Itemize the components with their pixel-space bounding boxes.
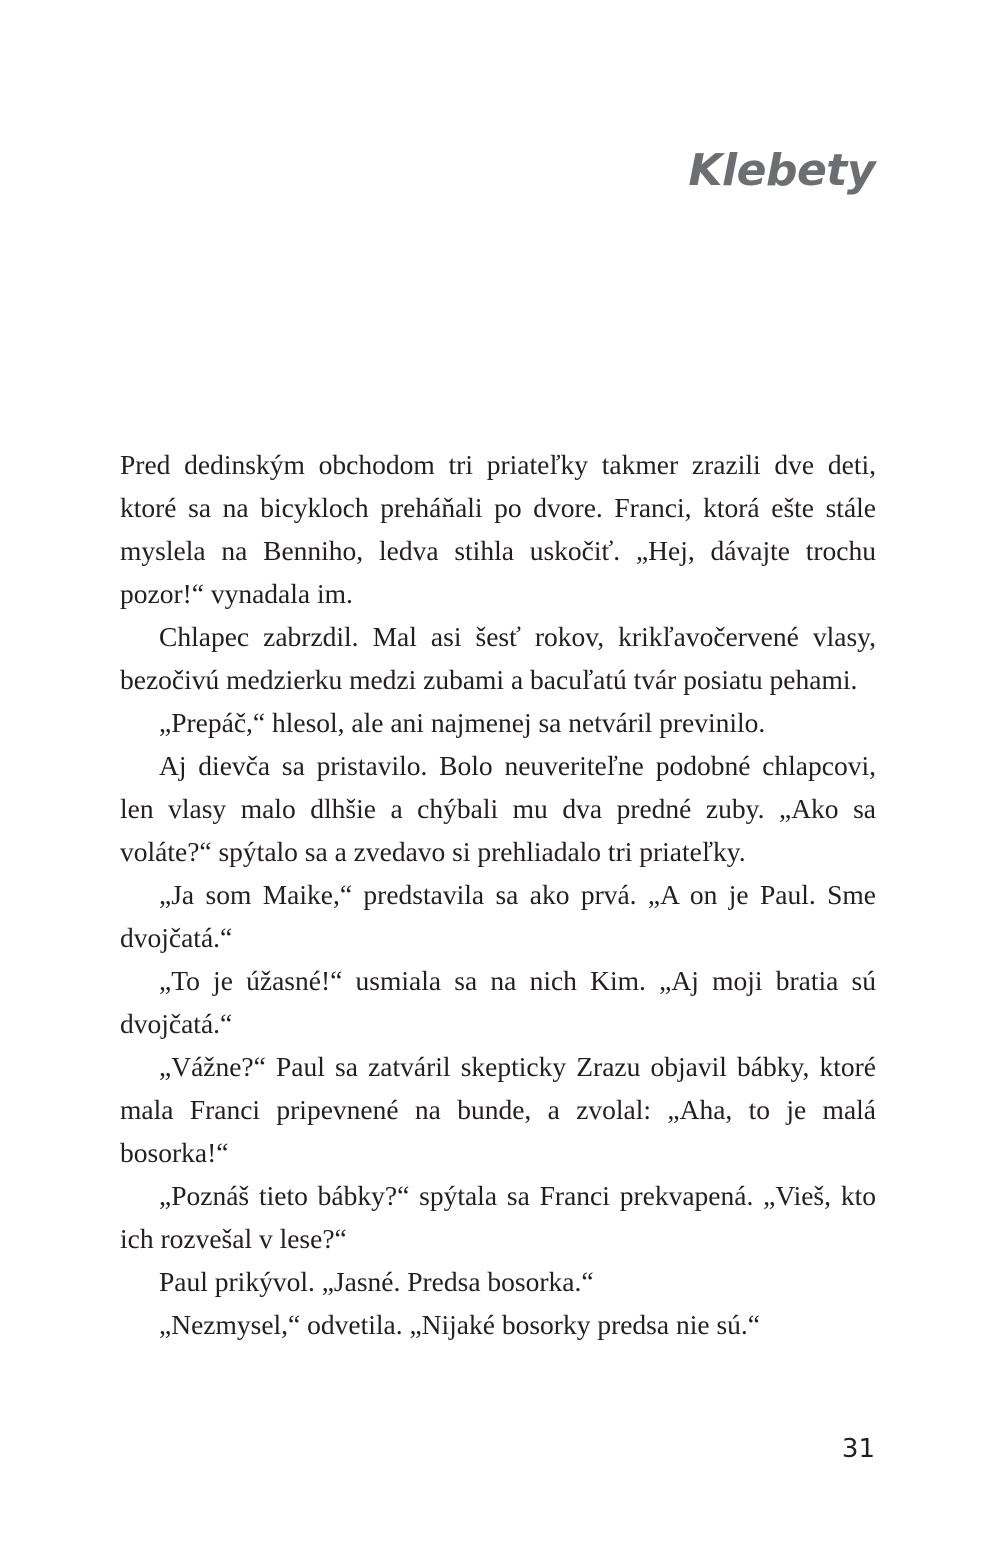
paragraph: Paul prikývol. „Jasné. Predsa bosorka.“: [159, 1266, 594, 1297]
paragraph: „Vážne?“ Paul sa zatváril skepticky Zrazu objavil bábky, ktoré mala Franci pripevnené na bunde, a zvolal: „Aha, to je malá bosorka!“: [120, 1051, 876, 1168]
page-number: 31: [841, 1434, 875, 1464]
chapter-title: Klebety: [688, 145, 875, 196]
paragraph: „Prepáč,“ hlesol, ale ani najmenej sa netváril previnilo.: [159, 707, 766, 738]
paragraph: Pred dedinským obchodom tri priateľky takmer zrazili dve deti, ktoré sa na bicykloch preháňali po dvore. Franci, ktorá ešte stále myslela na Benniho, ledva stihla uskočiť. „Hej, dávajte trochu pozor!“ vynadala im.: [120, 449, 876, 609]
paragraph: Aj dievča sa pristavilo. Bolo neuveriteľne podobné chlapcovi, len vlasy malo dlhšie a chýbali mu dva predné zuby. „Ako sa voláte?“ spýtalo sa a zvedavo si prehliadalo tri priateľky.: [120, 750, 876, 867]
body-text: [120, 443, 876, 1346]
paragraph: „Ja som Maike,“ predstavila sa ako prvá. „A on je Paul. Sme dvojčatá.“: [120, 879, 876, 953]
paragraph: „Nezmysel,“ odvetila. „Nijaké bosorky predsa nie sú.“: [159, 1309, 760, 1340]
paragraph: Chlapec zabrzdil. Mal asi šesť rokov, krikľavočervené vlasy, bezočivú medzierku medzi zubami a bacuľatú tvár posiatu pehami.: [120, 621, 876, 695]
paragraph: „Poznáš tieto bábky?“ spýtala sa Franci prekvapená. „Vieš, kto ich rozvešal v lese?“: [120, 1180, 876, 1254]
paragraph: „To je úžasné!“ usmiala sa na nich Kim. „Aj moji bratia sú dvojčatá.“: [120, 965, 876, 1039]
